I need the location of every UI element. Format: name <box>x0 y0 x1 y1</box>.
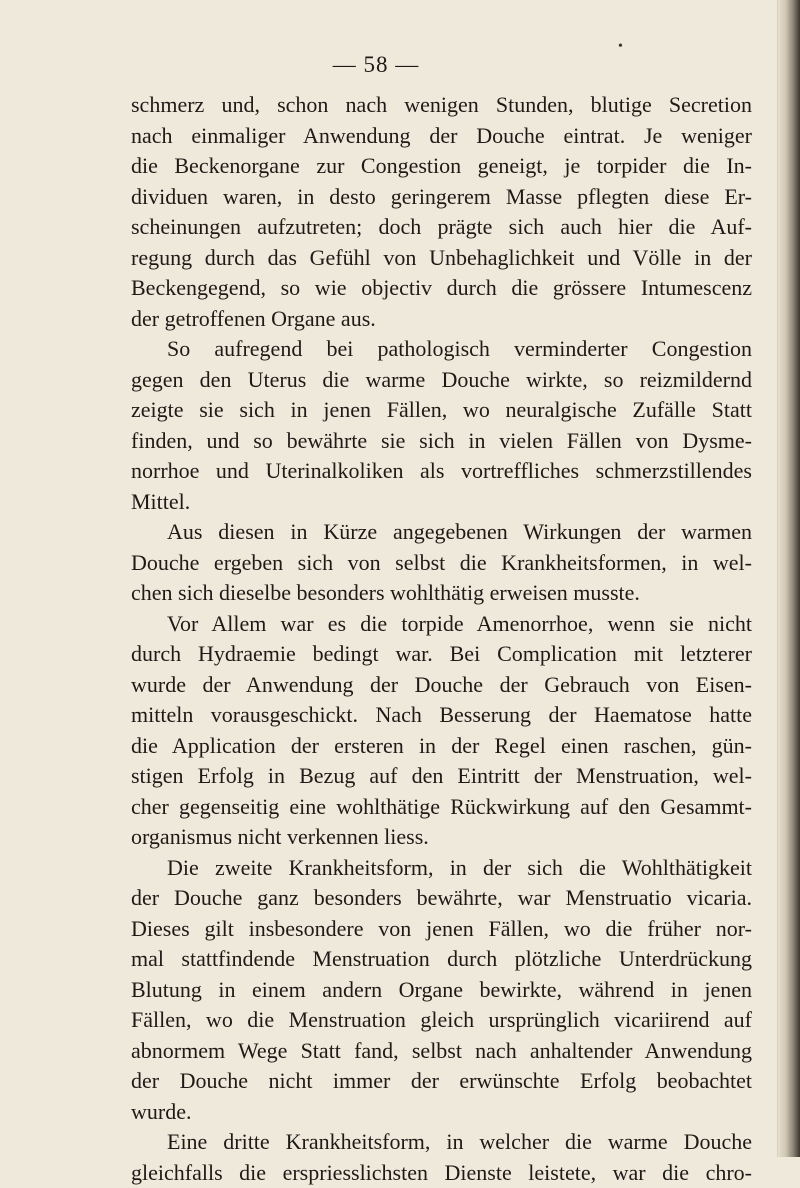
header-mark: • <box>618 40 623 54</box>
text-line: mal stattfindende Menstruation durch plötzliche Unterdrückung <box>131 944 752 975</box>
text-line: finden, und so bewährte sie sich in vielen Fällen von Dysme- <box>131 426 752 457</box>
text-line: Douche ergeben sich von selbst die Krankheitsformen, in wel- <box>131 548 752 579</box>
text-line: die Beckenorgane zur Congestion geneigt, je torpider die In- <box>131 151 752 182</box>
text-line: scheinungen aufzutreten; doch prägte sich auch hier die Auf- <box>131 212 752 243</box>
body-text <box>131 90 752 1188</box>
paragraph-start-line: Eine dritte Krankheitsform, in welcher die warme Douche <box>131 1127 752 1158</box>
paragraph-end-line: Mittel. <box>131 487 752 518</box>
text-line: stigen Erfolg in Bezug auf den Eintritt der Menstruation, wel- <box>131 761 752 792</box>
page-binding-edge <box>778 0 800 1157</box>
paragraph-end-line: wurde. <box>131 1097 752 1128</box>
text-line: gegen den Uterus die warme Douche wirkte, so reizmildernd <box>131 365 752 396</box>
text-line: cher gegenseitig eine wohlthätige Rückwirkung auf den Gesammt- <box>131 792 752 823</box>
text-line: wurde der Anwendung der Douche der Gebrauch von Eisen- <box>131 670 752 701</box>
text-line: mitteln vorausgeschickt. Nach Besserung der Haematose hatte <box>131 700 752 731</box>
text-line: schmerz und, schon nach wenigen Stunden, blutige Secretion <box>131 90 752 121</box>
paragraph-start-line: So aufregend bei pathologisch verminderter Congestion <box>131 334 752 365</box>
text-line: durch Hydraemie bedingt war. Bei Complication mit letzterer <box>131 639 752 670</box>
text-line: Blutung in einem andern Organe bewirkte, während in jenen <box>131 975 752 1006</box>
paragraph-start-line: Aus diesen in Kürze angegebenen Wirkungen der warmen <box>131 517 752 548</box>
paragraph-start-line: Die zweite Krankheitsform, in der sich die Wohlthätigkeit <box>131 853 752 884</box>
text-line: gleichfalls die erspriesslichsten Dienste leistete, war die chro- <box>131 1158 752 1188</box>
text-line: zeigte sie sich in jenen Fällen, wo neuralgische Zufälle Statt <box>131 395 752 426</box>
text-line: Dieses gilt insbesondere von jenen Fällen, wo die früher nor- <box>131 914 752 945</box>
page-number: — 58 — <box>0 52 752 78</box>
paragraph-start-line: Vor Allem war es die torpide Amenorrhoe, wenn sie nicht <box>131 609 752 640</box>
text-line: regung durch das Gefühl von Unbehaglichkeit und Völle in der <box>131 243 752 274</box>
text-line: nach einmaliger Anwendung der Douche eintrat. Je weniger <box>131 121 752 152</box>
text-line: dividuen waren, in desto geringerem Masse pflegten diese Er- <box>131 182 752 213</box>
text-line: der Douche ganz besonders bewährte, war Menstruatio vicaria. <box>131 883 752 914</box>
paragraph-end-line: der getroffenen Organe aus. <box>131 304 752 335</box>
text-line: Beckengegend, so wie objectiv durch die grössere Intumescenz <box>131 273 752 304</box>
text-line: der Douche nicht immer der erwünschte Erfolg beobachtet <box>131 1066 752 1097</box>
text-line: die Application der ersteren in der Regel einen raschen, gün- <box>131 731 752 762</box>
paragraph-end-line: organismus nicht verkennen liess. <box>131 822 752 853</box>
paragraph-end-line: chen sich dieselbe besonders wohlthätig erweisen musste. <box>131 578 752 609</box>
text-line: Fällen, wo die Menstruation gleich ursprünglich vicariirend auf <box>131 1005 752 1036</box>
text-line: norrhoe und Uterinalkoliken als vortreffliches schmerzstillendes <box>131 456 752 487</box>
text-line: abnormem Wege Statt fand, selbst nach anhaltender Anwendung <box>131 1036 752 1067</box>
